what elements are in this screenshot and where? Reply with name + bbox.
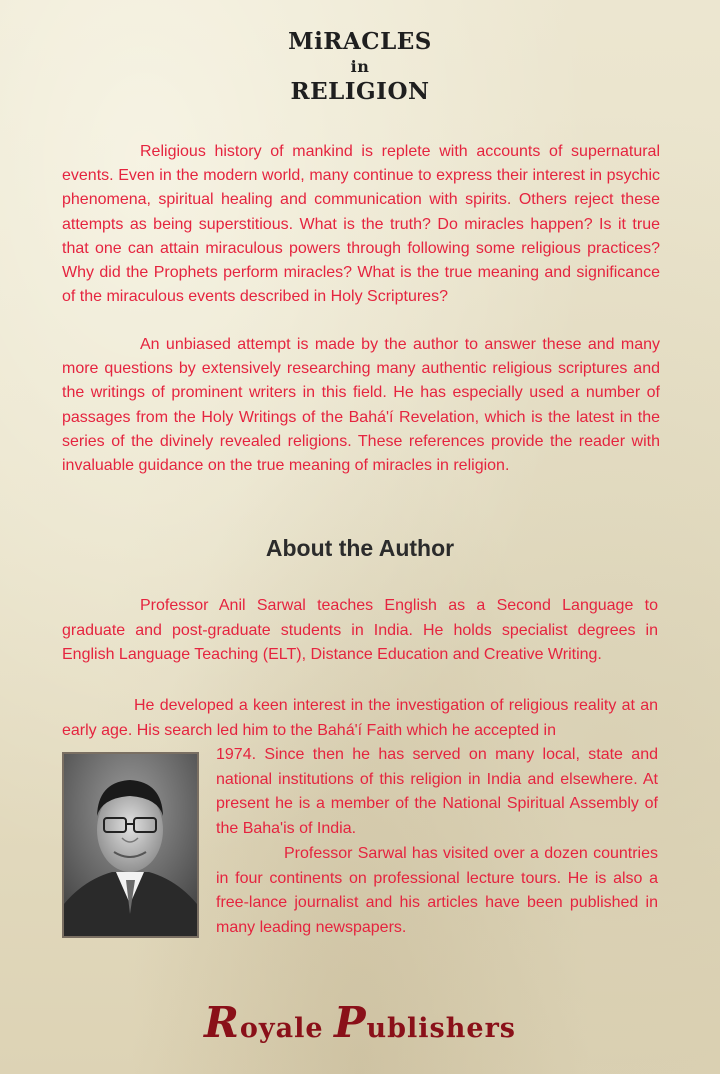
- book-title: [0, 28, 720, 106]
- title-line-2: in: [350, 57, 370, 76]
- title-line-3: RELIGION: [290, 78, 430, 105]
- author-paragraph-3: Professor Sarwal has visited over a dozen countries in four continents on professional lecture tours. He is also a free-lance journalist and his articles have been published in many leading newspapers.: [216, 845, 658, 936]
- publisher-rest-1: oyale: [239, 1013, 334, 1044]
- publisher-cap-1: R: [204, 998, 240, 1047]
- description-paragraph-2: An unbiased attempt is made by the author to answer these and many more questions by extensively researching many authentic religious scriptures and the writings of prominent writers in this field. He has especially used a number of passages from the Holy Writings of the Bahá'í Revelation, which is the latest in the series of the divinely revealed religions. These references provide the reader with invaluable guidance on the true meaning of miracles in religion.: [62, 336, 660, 475]
- author-photo: [62, 752, 199, 938]
- description-paragraph-1: Religious history of mankind is replete with accounts of supernatural events. Even in the modern world, many continue to express their interest in psychic phenomena, spiritual healing and communication with spirits. Others reject these attempts as being superstitious. What is the truth? Do miracles happen? Is it true that one can attain miraculous powers through following some religious practices? Why did the Prophets perform miracles? What is the true meaning and significance of the miraculous events described in Holy Scriptures?: [62, 143, 660, 306]
- publisher-cap-2: P: [333, 998, 367, 1047]
- author-paragraph-1: Professor Anil Sarwal teaches English as a Second Language to graduate and post-graduate students in India. He holds specialist degrees in English Language Teaching (ELT), Distance Education and Creative Writing.: [62, 597, 658, 664]
- publisher-rest-2: ublishers: [366, 1013, 516, 1044]
- author-paragraph-2-rest: 1974. Since then he has served on many local, state and national institutions of this religion in India and elsewhere. At present he is a member of the National Spiritual Assembly of the Baha'is of India.: [216, 746, 658, 837]
- about-author-heading: About the Author: [265, 535, 455, 561]
- publisher-logo: [0, 998, 720, 1047]
- author-paragraph-2-top: He developed a keen interest in the investigation of religious reality at an early age. His search led him to the Bahá'í Faith which he accepted in: [62, 697, 658, 739]
- title-line-1: MiRACLES: [288, 28, 432, 55]
